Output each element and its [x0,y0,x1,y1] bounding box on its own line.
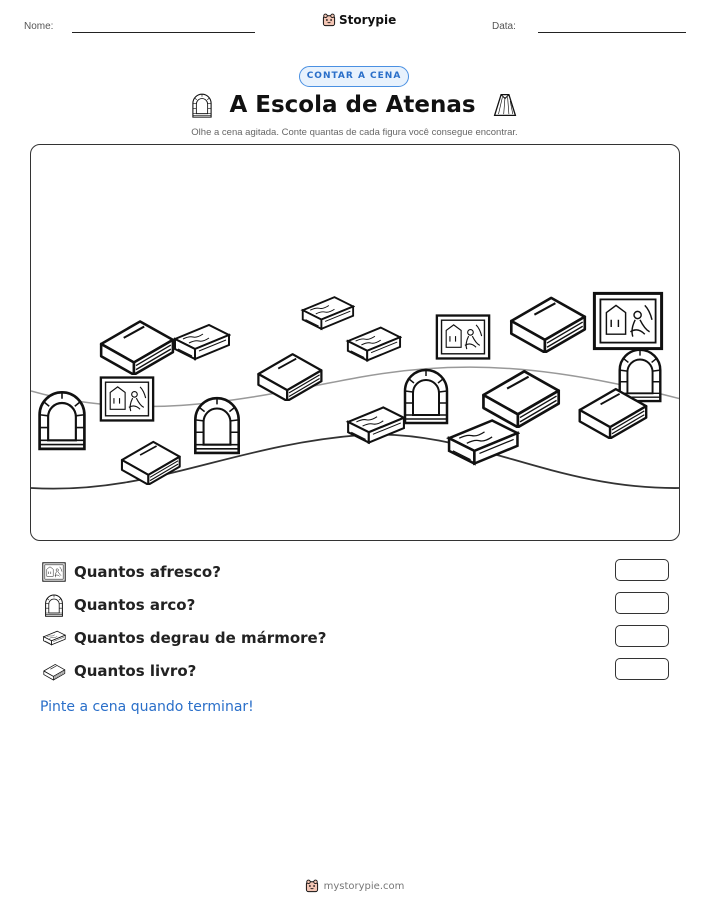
title-row [0,92,709,118]
question-arch [42,592,672,618]
date-line[interactable] [538,32,686,33]
scene-book [511,298,585,353]
scene-illustration [31,145,680,541]
scene-fresco [594,293,661,348]
toga-icon [492,92,518,118]
answer-box[interactable] [615,658,669,680]
instructions: Olhe a cena agitada. Conte quantas de cada figura você consegue encontrar. [191,127,518,138]
name-line[interactable] [72,32,255,33]
question-fresco [42,559,672,585]
name-label: Nome: [24,21,54,32]
arch-icon [191,92,213,118]
marble-step-icon [42,626,66,650]
answer-box[interactable] [615,625,669,647]
brand-logo [322,13,396,27]
question-label: Quantos livro? [74,662,197,680]
site-footer [0,879,709,893]
answer-box[interactable] [615,592,669,614]
arch-icon [42,593,66,617]
scene-marble-step [175,325,229,359]
site-url[interactable]: mystorypie.com [323,880,405,892]
fresco-icon [42,560,66,584]
storypie-mascot-icon [322,13,336,27]
scene-marble-step [348,407,404,442]
scene-book [101,321,173,374]
scene-book [483,371,558,427]
coloring-note: Pinte a cena quando terminar! [40,699,254,715]
scene-arch [40,392,85,449]
book-icon [42,659,66,683]
question-book [42,658,672,684]
scene-arch [405,370,447,423]
answer-box[interactable] [615,559,669,581]
storypie-mascot-icon [305,879,319,893]
question-label: Quantos degrau de mármore? [74,629,327,647]
scene-fresco [101,378,153,421]
question-marble-step [42,625,672,651]
scene-marble-step [303,297,353,329]
scene-arch [195,398,238,453]
page-title: A Escola de Atenas [229,92,476,118]
question-label: Quantos arco? [74,596,196,614]
brand-name: Storypie [339,13,397,27]
scene-marble-step [348,328,400,361]
scene-book [122,442,180,485]
question-label: Quantos afresco? [74,563,221,581]
date-label: Data: [492,21,516,32]
scene-fresco [437,316,489,359]
scene-panel[interactable] [30,144,680,541]
activity-badge: CONTAR A CENA [299,66,409,87]
